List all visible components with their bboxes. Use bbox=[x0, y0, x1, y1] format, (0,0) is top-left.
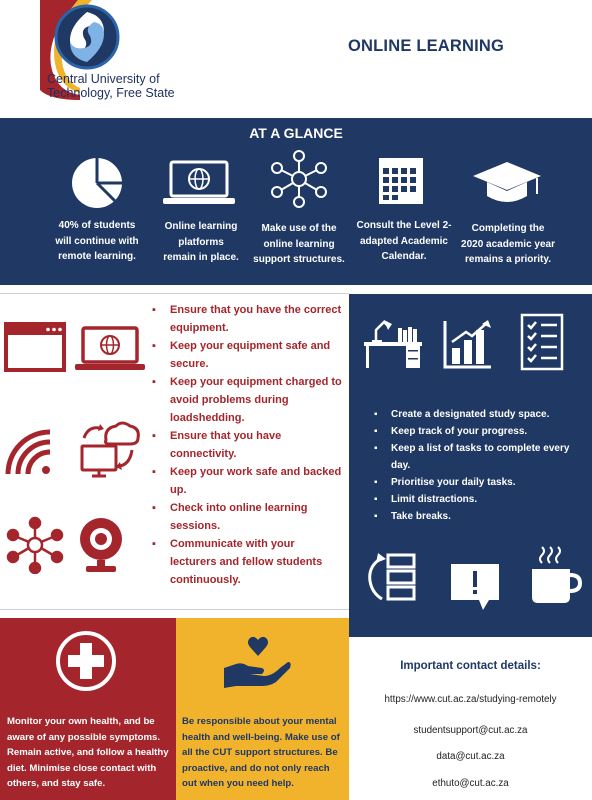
glance-item-1-line2: will continue with bbox=[55, 235, 139, 247]
task-list-icon bbox=[366, 551, 418, 603]
glance-item-5-line2: 2020 academic year bbox=[461, 238, 555, 250]
glance-item-4-line1: Consult the Level 2- bbox=[356, 220, 452, 231]
wifi-icon bbox=[4, 428, 56, 478]
glance-item-2-line1: Online learning bbox=[164, 221, 238, 232]
heart-hand-icon bbox=[222, 634, 294, 690]
medical-cross-icon bbox=[55, 630, 117, 692]
page-title: ONLINE LEARNING bbox=[348, 37, 505, 55]
equipment-bullet-7: ▪ Communicate with your lecturers and fellow students continuously. bbox=[152, 535, 342, 589]
glance-item-1-text bbox=[42, 218, 152, 265]
section-divider-bottom bbox=[0, 609, 349, 610]
org-name-line1: Central University of bbox=[47, 72, 160, 86]
cloud-sync-icon bbox=[76, 418, 142, 480]
equipment-bullet-4: ▪ Ensure that you have connectivity. bbox=[152, 427, 342, 463]
glance-title: AT A GLANCE bbox=[249, 125, 343, 141]
progress-chart-icon bbox=[442, 318, 494, 370]
contact-ethuto-email[interactable]: ethuto@cut.ac.za bbox=[432, 778, 509, 789]
page-header bbox=[0, 0, 592, 110]
study-bullet-6: ▪ Take breaks. bbox=[374, 508, 584, 525]
glance-item-3-line3: support structures. bbox=[253, 254, 345, 265]
contact-title: Important contact details: bbox=[400, 660, 541, 672]
laptop-globe-icon bbox=[159, 154, 239, 214]
contact-data-email[interactable]: data@cut.ac.za bbox=[436, 751, 505, 762]
equipment-bullet-list bbox=[152, 301, 342, 589]
glance-item-5-text bbox=[450, 221, 566, 268]
mental-health-text: Be responsible about your mental health and well-being. Make use of all the CUT support structures. Be proactive, and do not only reach out when you need help. bbox=[182, 716, 340, 789]
alert-message-icon bbox=[449, 562, 501, 612]
org-name bbox=[47, 72, 175, 100]
glance-item-4-line2: adapted Academic bbox=[360, 235, 448, 247]
equipment-bullet-3: ▪ Keep your equipment charged to avoid problems during loadshedding. bbox=[152, 373, 342, 427]
coffee-cup-icon bbox=[530, 545, 582, 605]
physical-health-text: Monitor your own health, and be aware of any possible symptoms. Remain active, and follow a healthy diet. Minimise close contact with others, and stay safe. bbox=[7, 716, 169, 789]
graduation-cap-icon bbox=[467, 158, 547, 218]
study-desk-icon bbox=[362, 318, 424, 370]
glance-item-4-text bbox=[349, 218, 459, 265]
glance-item-5-line1: Completing the bbox=[471, 223, 545, 234]
study-bullet-list bbox=[374, 406, 584, 525]
glance-item-1-line1: 40% of students bbox=[58, 220, 136, 231]
checklist-icon bbox=[520, 313, 564, 371]
study-bullet-5: ▪ Limit distractions. bbox=[374, 491, 584, 508]
glance-item-1-line3: remote learning. bbox=[58, 251, 136, 262]
contact-studentsupport-email[interactable]: studentsupport@cut.ac.za bbox=[413, 725, 528, 736]
at-a-glance-panel bbox=[0, 118, 592, 285]
pie-chart-icon bbox=[59, 152, 139, 212]
browser-window-icon bbox=[4, 322, 66, 372]
study-bullet-3: ▪ Keep a list of tasks to complete every day. bbox=[374, 440, 584, 474]
org-name-line2: Technology, Free State bbox=[47, 86, 175, 100]
glance-item-5-line3: remains a priority. bbox=[465, 254, 551, 265]
study-bullet-4: ▪ Prioritise your daily tasks. bbox=[374, 474, 584, 491]
glance-item-2-text bbox=[146, 219, 256, 266]
equipment-bullet-2: ▪ Keep your equipment safe and secure. bbox=[152, 337, 342, 373]
network-people-icon bbox=[4, 516, 66, 574]
glance-item-2-line3: remain in place. bbox=[163, 252, 239, 263]
webcam-icon bbox=[78, 516, 124, 576]
equipment-bullet-5: ▪ Keep your work safe and backed up. bbox=[152, 463, 342, 499]
glance-item-2-line2: platforms bbox=[178, 236, 224, 248]
glance-item-3-line1: Make use of the bbox=[261, 223, 337, 234]
study-bullet-2: ▪ Keep track of your progress. bbox=[374, 423, 584, 440]
glance-item-4-line3: Calendar. bbox=[381, 251, 427, 262]
calendar-icon bbox=[361, 152, 441, 212]
glance-item-3-line2: online learning bbox=[263, 238, 335, 250]
contact-website-link[interactable]: https://www.cut.ac.za/studying-remotely bbox=[384, 694, 557, 705]
laptop-globe-icon bbox=[74, 325, 146, 373]
glance-item-3-text bbox=[244, 221, 354, 268]
equipment-bullet-6: ▪ Check into online learning sessions. bbox=[152, 499, 342, 535]
equipment-bullet-1: ▪ Ensure that you have the correct equipment. bbox=[152, 301, 342, 337]
study-bullet-1: ▪ Create a designated study space. bbox=[374, 406, 584, 423]
network-people-icon bbox=[259, 148, 339, 208]
